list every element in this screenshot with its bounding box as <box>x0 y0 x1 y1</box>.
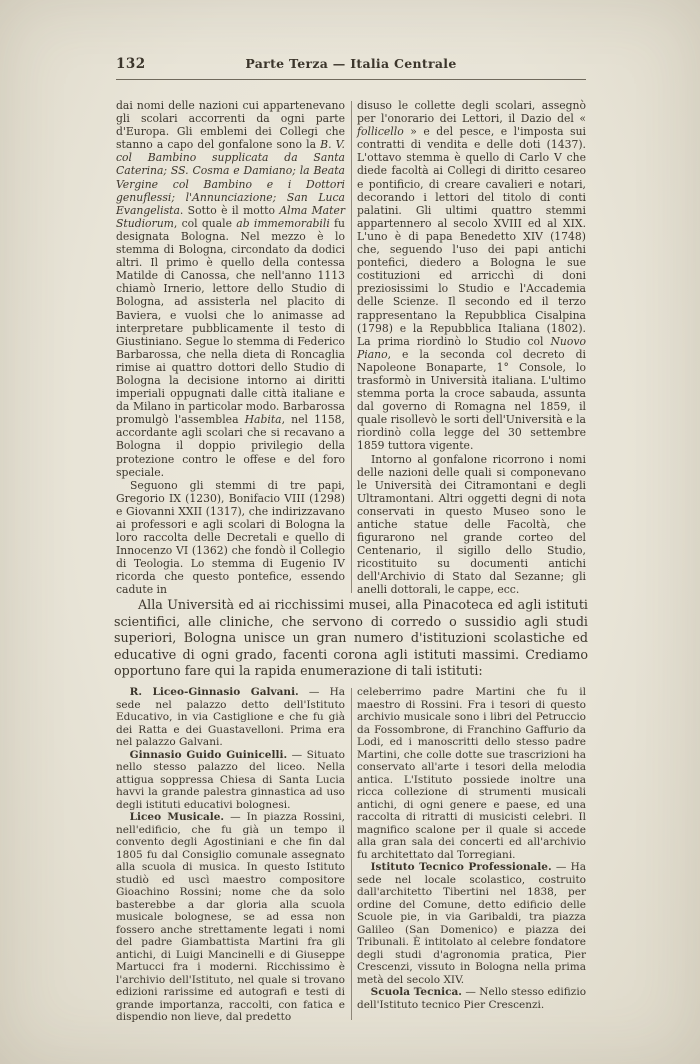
paragraph: Seguono gli stemmi di tre papi, Gregorio IX (1230), Bonifacio VIII (1298) e Giovanni XXII (1317), che indirizzavano ai professori e agli scolari di Bologna la loro raccolta delle Decretali e quello di Innocenzo VI (1362) che fondò il Collegio di Teologia. Lo stemma di Eugenio IV ricorda che questo pontefice, essendo cadute in <box>116 478 345 597</box>
institutes-section <box>116 686 586 1024</box>
paragraph: Ginnasio Guido Guinicelli. — Situato nello stesso palazzo del liceo. Nella attigua soppressa Chiesa di Santa Lucia havvi la grande palestra ginnastica ad uso degli istituti educativi bolognesi. <box>116 748 345 811</box>
top-section <box>116 99 586 597</box>
paragraph: Istituto Tecnico Professionale. — Ha sede nel locale scolastico, costruito dall'architetto Tibertini nel 1838, per ordine del Comune, detto edificio delle Scuole pie, in via Garibaldi, tra piazza Galileo (San Domenico) e piazza dei Tribunali. È intitolato al celebre fondatore degli studi d'agronomia pratica, Pier Crescenzi, vissuto in Bologna nella prima metà del secolo XIV. <box>357 861 587 986</box>
paragraph: celeberrimo padre Martini che fu il maestro di Rossini. Fra i tesori di questo archivio musicale sono i libri del Petruccio da Fossombrone, di Franchino Gaffurio da Lodi, ed i manoscritti dello stesso padre Martini, che colle dotte sue trascrizioni ha conservato all'arte i tesori della melodia antica. L'Istituto possiede inoltre una ricca collezione di strumenti musicali antichi, di ogni genere e paese, ed una raccolta di ritratti di musicisti celebri. Il magnifico scalone per il quale si accede alla gran sala dei concerti ed all'archivio fu architettato dal Torregiani. <box>357 686 586 861</box>
paragraph: R. Liceo-Ginnasio Galvani. — Ha sede nel palazzo detto dell'Istituto Educativo, in via Castiglione e che fu già dei Ratta e dei Guastavelloni. Prima era nel palazzo Galvani. <box>116 686 346 748</box>
paragraph: dai nomi delle nazioni cui appartenevano gli scolari accorrenti da ogni parte d'Europa. Gli emblemi dei Collegi che stanno a capo del gonfalone sono la B. V. col Bambino supplicata da Santa Caterina; SS. Cosma e Damiano; la Beata Vergine col Bambino e i Dottori genuflessi; l'Annunciazione; San Luca Evangelista. Sotto è il motto Alma Mater Studiorum, col quale ab immemorabili fu designata Bologna. Nel mezzo è lo stemma di Bologna, circondato da dodici altri. Il primo è quello della contessa Matilde di Canossa, che nell'anno 1113 chiamò Irnerio, lettore dello Studio di Bologna, ad assisterla nel placito di Baviera, e vuolsi che lo animasse ad interpretare pubblicamente il testo di Giustiniano. Segue lo stemma di Federico Barbarossa, che nella dieta di Roncaglia rimise ai quattro dottori dello Studio di Bologna la decisione intorno ai diritti imperiali oppugnati dalle città italiane e da Milano in particolar modo. Barbarossa promulgò l'assemblea Habita, nel 1158, accordante agli scolari che si recavano a Bologna il doppio privilegio della protezione contro le offese e del foro speciale. <box>116 99 345 479</box>
top-left-column <box>116 99 345 597</box>
paragraph: Scuola Tecnica. — Nello stesso edifizio dell'Istituto tecnico Pier Crescenzi. <box>357 986 587 1011</box>
page-number: 132 <box>116 56 146 72</box>
column-divider <box>351 688 352 1020</box>
page-header <box>116 56 586 72</box>
institutes-left-column <box>116 686 345 1024</box>
institutes-right-column <box>357 686 586 1024</box>
paragraph: disuso le collette degli scolari, assegnò per l'onorario dei Lettori, il Dazio del « follicello » e del pesce, e l'imposta sui contratti di vendita e delle doti (1437). L'ottavo stemma è quello di Carlo V che diede facoltà ai Collegi di diritto cesareo e pontificio, di creare cavalieri e notari, decorando i lettori del titolo di conti palatini. Gli ultimi quattro stemmi appartennero al secolo XVIII ed al XIX. L'uno è di papa Benedetto XIV (1748) che, seguendo l'uso dei papi antichi pontefici, diedero a Bologna le sue costituzioni ed arricchì di doni preziosissimi lo Studio e l'Accademia delle Scienze. Il secondo ed il terzo rappresentano la Repubblica Cisalpina (1798) e la Repubblica Italiana (1802). La prima riordinò lo Studio col Nuovo Piano, e la seconda col decreto di Napoleone Bonaparte, 1° Console, lo trasformò in Università italiana. L'ultimo stemma porta la croce sabauda, assunta dal governo di Romagna nel 1859, il quale risollevò le sorti dell'Università e la riordinò colla legge del 30 settembre 1859 tuttora vigente. <box>357 99 586 453</box>
paragraph: Liceo Musicale. — In piazza Rossini, nell'edificio, che fu già un tempo il convento degli Agostiniani e che fin dal 1805 fu dal Consiglio comunale assegnato alla scuola di musica. In questo Istituto studiò ed uscì maestro compositore Gioachino Rossini; nome che da solo basterebbe a dar gloria alla scuola musicale bolognese, se ad essa non fossero anche strettamente legati i nomi del padre Giambattista Martini fra gli antichi, di Luigi Mancinelli e di Giuseppe Martucci fra i moderni. Ricchissimo è l'archivio dell'Istituto, nel quale si trovano edizioni rarissime ed autografi e testi di grande importanza, raccolti, con fatica e dispendio non lieve, dal predetto <box>116 811 345 1023</box>
column-divider <box>351 101 352 593</box>
intro-paragraph: Alla Università ed ai ricchissimi musei, alla Pinacoteca ed agli istituti scientifici, alle cliniche, che servono di corredo o sussidio agli studi superiori, Bologna unisce un gran numero d'istituzioni scolastiche ed educative di ogni grado, facenti corona agli istituti massimi. Crediamo opportuno fare qui la rapida enumerazione di tali istituti: <box>114 597 588 679</box>
paragraph: Intorno al gonfalone ricorrono i nomi delle nazioni delle quali si componevano le Università dei Citramontani e degli Ultramontani. Altri oggetti degni di nota conservati in questo Museo sono le antiche statue delle Facoltà, che figurarono nel grande corteo del Centenario, il sigillo dello Studio, ricostituito su documenti antichi dell'Archivio di Stato dal Sezanne; gli anelli dottorali, le cappe, ecc. <box>357 452 586 597</box>
running-title: Parte Terza — Italia Centrale <box>245 56 457 71</box>
top-right-column <box>357 99 586 597</box>
header-rule <box>116 79 586 80</box>
